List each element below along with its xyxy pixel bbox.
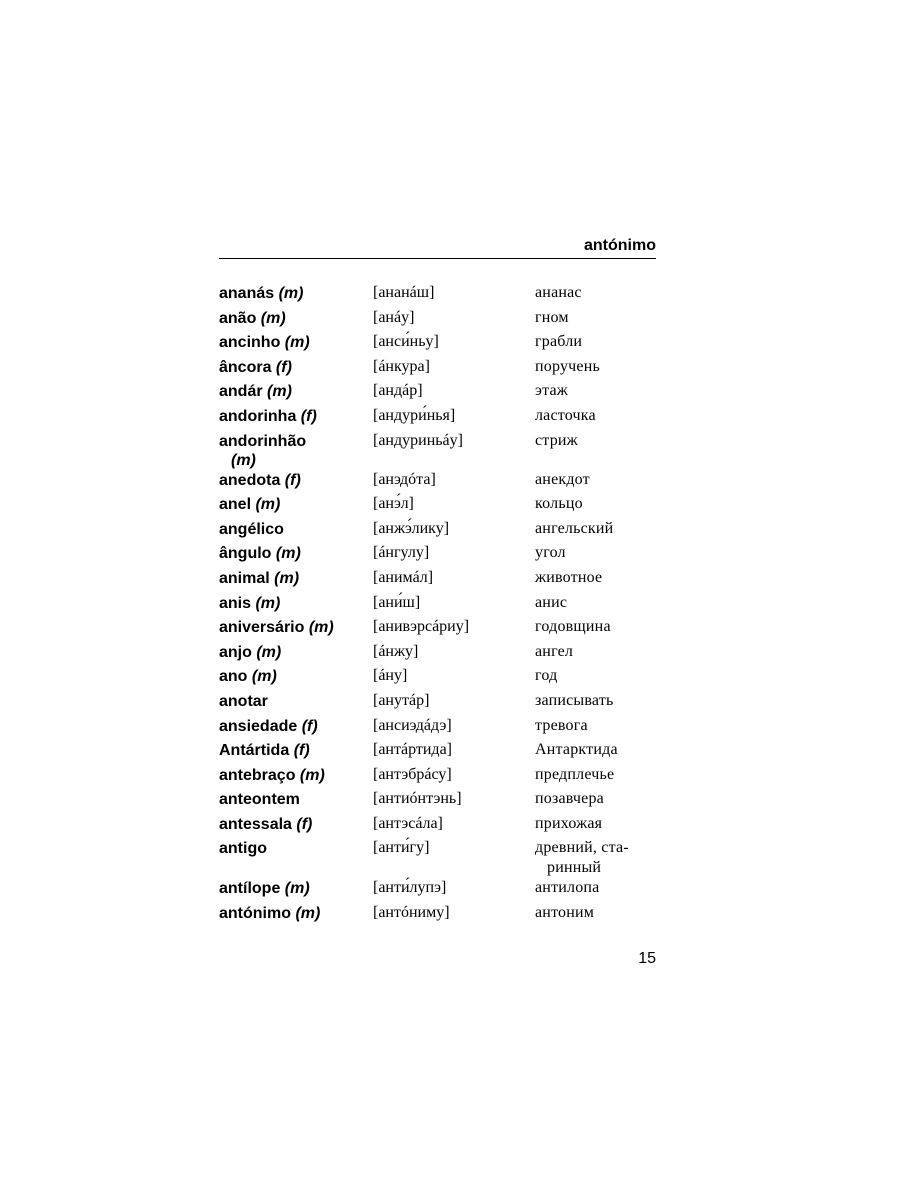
dictionary-entry [219,838,656,878]
translation: антилопа [535,879,600,897]
translation: животное [535,568,603,586]
translation-cell [535,283,656,303]
pronunciation: [анти́гу] [373,839,430,857]
translation: Антарктида [535,741,618,759]
headword: animal [219,569,270,587]
dictionary-entry [219,283,656,308]
gender-marker: (m) [284,334,310,352]
entry-list [219,283,656,928]
translation-cell [535,431,656,451]
headword: andorinhão [219,432,307,450]
headword-cell [219,568,373,588]
translation-cell [535,543,656,563]
translation-cell [535,814,656,834]
pronunciation: [анэдóта] [373,470,436,488]
pronunciation: [андáр] [373,382,423,400]
headword-cell [219,406,373,426]
dictionary-entry [219,666,656,691]
translation: ангельский [535,519,614,537]
dictionary-entry [219,308,656,333]
pronunciation: [ани́ш] [373,593,421,611]
pronunciation: [антóниму] [373,904,450,922]
headword: andár [219,383,263,401]
pronunciation: [ансиэдáдэ] [373,716,452,734]
translation-continuation: ринный [547,859,602,877]
gender-marker: (m) [284,880,310,898]
dictionary-entry [219,814,656,839]
pronunciation: [андуриньáу] [373,431,463,449]
pronunciation: [андури́нья] [373,406,456,424]
headword: andorinha [219,407,297,425]
headword-cell [219,381,373,401]
translation: ласточка [535,406,596,424]
dictionary-entry [219,691,656,716]
translation-cell [535,838,656,878]
pronunciation: [áнгулу] [373,544,430,562]
gender-marker: (m) [295,905,321,923]
headword: angélico [219,520,284,538]
translation: древний, ста- [535,839,629,857]
headword: antigo [219,840,267,858]
translation-cell [535,406,656,426]
gender-marker: (m) [275,545,301,563]
dictionary-entry [219,593,656,618]
dictionary-entry [219,381,656,406]
dictionary-entry [219,470,656,495]
header-rule [219,258,656,259]
translation: угол [535,544,566,562]
translation-cell [535,878,656,898]
headword-cell [219,308,373,328]
dictionary-entry [219,617,656,642]
gender-marker: (f) [293,742,310,760]
headword-cell [219,494,373,514]
headword-cell [219,357,373,377]
gender-marker: (m) [274,569,300,587]
headword-cell [219,765,373,785]
gender-marker: (f) [275,358,292,376]
translation-cell [535,308,656,328]
translation-cell [535,691,656,711]
translation-cell [535,740,656,760]
headword-cell [219,838,373,858]
gender-marker: (m) [308,619,334,637]
pronunciation: [áну] [373,667,408,685]
dictionary-entry [219,789,656,814]
translation-cell [535,666,656,686]
gender-marker: (f) [300,407,317,425]
headword: Antártida [219,742,290,760]
gender-marker: (m) [255,496,281,514]
translation: годовщина [535,618,611,636]
translation: антоним [535,904,595,922]
headword-cell [219,716,373,736]
headword: âncora [219,358,272,376]
pronunciation: [анáу] [373,308,415,326]
translation: кольцо [535,495,583,513]
translation: гном [535,308,569,326]
translation: ананас [535,284,582,301]
headword: anjo [219,643,252,661]
dictionary-entry [219,357,656,382]
pronunciation: [ананáш] [373,284,435,301]
headword: antílope [219,880,281,898]
translation: этаж [535,382,569,400]
page-number: 15 [638,950,656,967]
translation-cell [535,568,656,588]
gender-marker: (f) [296,815,313,833]
translation-cell [535,519,656,539]
headword: ansiedade [219,717,298,735]
translation-cell [535,357,656,377]
headword-cell [219,617,373,637]
dictionary-entry [219,543,656,568]
gender-marker: (m) [299,766,325,784]
gender-marker: (m) [256,643,282,661]
translation-cell [535,765,656,785]
headword-cell [219,666,373,686]
translation: анис [535,593,568,611]
headword-cell [219,470,373,490]
pronunciation: [анэ́л] [373,495,414,513]
gender-marker: (m) [231,451,256,469]
translation-cell [535,381,656,401]
pronunciation: [анти́лупэ] [373,879,447,897]
headword: antessala [219,815,292,833]
headword-cell [219,543,373,563]
dictionary-entry [219,878,656,903]
gender-marker: (f) [284,471,301,489]
translation: прихожая [535,814,603,832]
pronunciation: [анси́ньу] [373,333,439,351]
headword: anteontem [219,791,300,809]
headword-cell [219,283,373,303]
pronunciation: [антэсáла] [373,814,443,832]
dictionary-entry [219,406,656,431]
translation: анекдот [535,470,590,488]
dictionary-entry [219,903,656,928]
headword: anotar [219,692,268,710]
headword-cell [219,519,373,539]
headword-cell [219,789,373,809]
dictionary-entry [219,740,656,765]
headword: anel [219,496,252,514]
dictionary-entry [219,431,656,470]
translation-cell [535,789,656,809]
pronunciation: [антáртида] [373,741,452,759]
pronunciation: [антиóнтэнь] [373,790,462,808]
translation: записывать [535,691,614,709]
headword: ângulo [219,545,272,563]
dictionary-entry [219,716,656,741]
gender-marker: (m) [255,594,281,612]
headword-cell [219,593,373,613]
headword: ananás [219,285,275,302]
pronunciation: [антэбрáсу] [373,765,452,783]
headword-cell [219,431,373,470]
pronunciation: [анжэ́лику] [373,519,450,537]
translation: поручень [535,357,600,375]
headword-cell [219,642,373,662]
translation-cell [535,617,656,637]
translation-cell [535,593,656,613]
dictionary-entry [219,765,656,790]
translation: грабли [535,333,583,351]
gender-marker: (m) [251,668,277,686]
headword: anedota [219,471,281,489]
pronunciation: [анутáр] [373,691,430,709]
headword-cell [219,740,373,760]
gender-marker: (m) [278,285,304,302]
pronunciation: [анивэрсáриу] [373,618,470,636]
headword-cell [219,878,373,898]
translation: ангел [535,642,574,660]
dictionary-entry [219,568,656,593]
gender-marker: (m) [267,383,292,401]
translation-cell [535,470,656,490]
headword-cell [219,691,373,711]
headword: anis [219,594,252,612]
pronunciation: [áнкура] [373,357,430,375]
dictionary-entry [219,494,656,519]
translation-cell [535,332,656,352]
translation-cell [535,903,656,923]
pronunciation: [анимáл] [373,568,434,586]
headword: ancinho [219,334,281,352]
dictionary-entry [219,332,656,357]
headword-cell [219,332,373,352]
pronunciation: [áнжу] [373,642,419,660]
headword-cell [219,814,373,834]
headword-cell [219,903,373,923]
headword: anão [219,309,257,327]
translation: предплечье [535,765,615,783]
running-head: antónimo [584,237,656,254]
translation: позавчера [535,790,604,808]
translation: тревога [535,716,588,734]
headword: ano [219,668,248,686]
gender-marker: (m) [260,309,286,327]
headword: aniversário [219,619,305,637]
translation: стриж [535,431,578,449]
dictionary-entry [219,519,656,544]
translation: год [535,667,558,685]
translation-cell [535,494,656,514]
translation-cell [535,716,656,736]
translation-cell [535,642,656,662]
dictionary-entry [219,642,656,667]
gender-marker: (f) [301,717,318,735]
headword: antónimo [219,905,291,923]
headword: antebraço [219,766,296,784]
